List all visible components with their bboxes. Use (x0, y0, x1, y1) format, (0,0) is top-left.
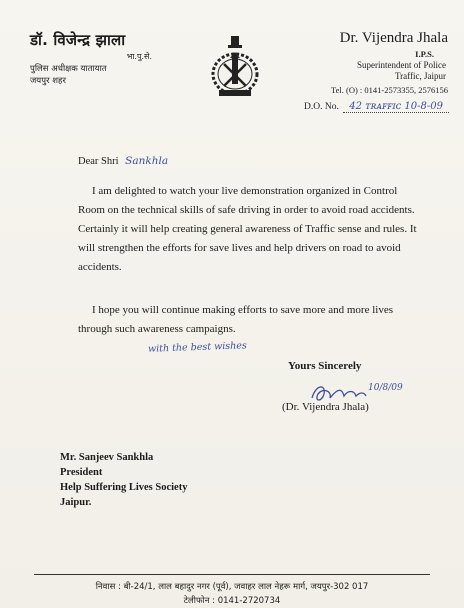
footer-address: निवास : बी-24/1, लाल बहादुर नगर (पूर्व), जवाहर लाल नेहरू मार्ग, जयपुर-302 017 (95, 582, 369, 592)
hindi-letterhead (30, 30, 170, 86)
do-handwritten-entry: 42 ᴛʀᴀꜰꜰɪᴄ 10-8-09 (343, 101, 449, 113)
recipient-address (60, 450, 187, 510)
english-designation: Superintendent of Police (357, 60, 446, 70)
handwritten-best-wishes: with the best wishes (147, 340, 247, 355)
signer-name: (Dr. Vijendra Jhala) (282, 401, 369, 413)
footer-telephone: टेलीफोन : 0141-2720734 (183, 596, 281, 606)
closing: Yours Sincerely (288, 360, 362, 372)
salutation (78, 155, 168, 167)
body-paragraph-1: I am delighted to watch your live demonstration organized in Control Room on the technical skills of safe driving in order to avoid road accidents. Certainly it will help creating general awareness of Traffic sense and rules. It will strengthen the efforts for save lives and help drivers on road to avoid accidents. (78, 185, 417, 273)
body-paragraph-2: I hope you will continue making efforts to save more and more lives through such awareness campaigns. (78, 304, 394, 335)
recipient-line: Help Suffering Lives Society (60, 482, 188, 493)
english-unit: Traffic, Jaipur (395, 71, 446, 81)
do-number (304, 101, 449, 113)
hindi-designation: पुलिस अधीक्षक यातायात (30, 64, 107, 74)
recipient-line: President (60, 467, 103, 478)
office-telephone: Tel. (O) : 0141-2573355, 2576156 (331, 85, 448, 95)
do-label: D.O. No. (304, 102, 339, 112)
english-ips: I.P.S. (415, 49, 434, 59)
hindi-name: डॉ. विजेन्द्र झाला (30, 31, 126, 49)
hindi-city: जयपुर शहर (30, 76, 67, 86)
hindi-ips: भा.पु.से. (126, 52, 152, 61)
english-name: Dr. Vijendra Jhala (339, 30, 448, 46)
english-letterhead (280, 30, 448, 95)
recipient-line: Jaipur. (60, 497, 92, 508)
salutation-handwritten-name: Sankhla (125, 155, 169, 167)
salutation-text: Dear Shri (78, 156, 119, 167)
footer-divider (34, 574, 430, 575)
signature-date: 10/8/09 (368, 383, 403, 393)
recipient-line: Mr. Sanjeev Sankhla (60, 452, 154, 463)
police-emblem-icon (205, 34, 265, 100)
